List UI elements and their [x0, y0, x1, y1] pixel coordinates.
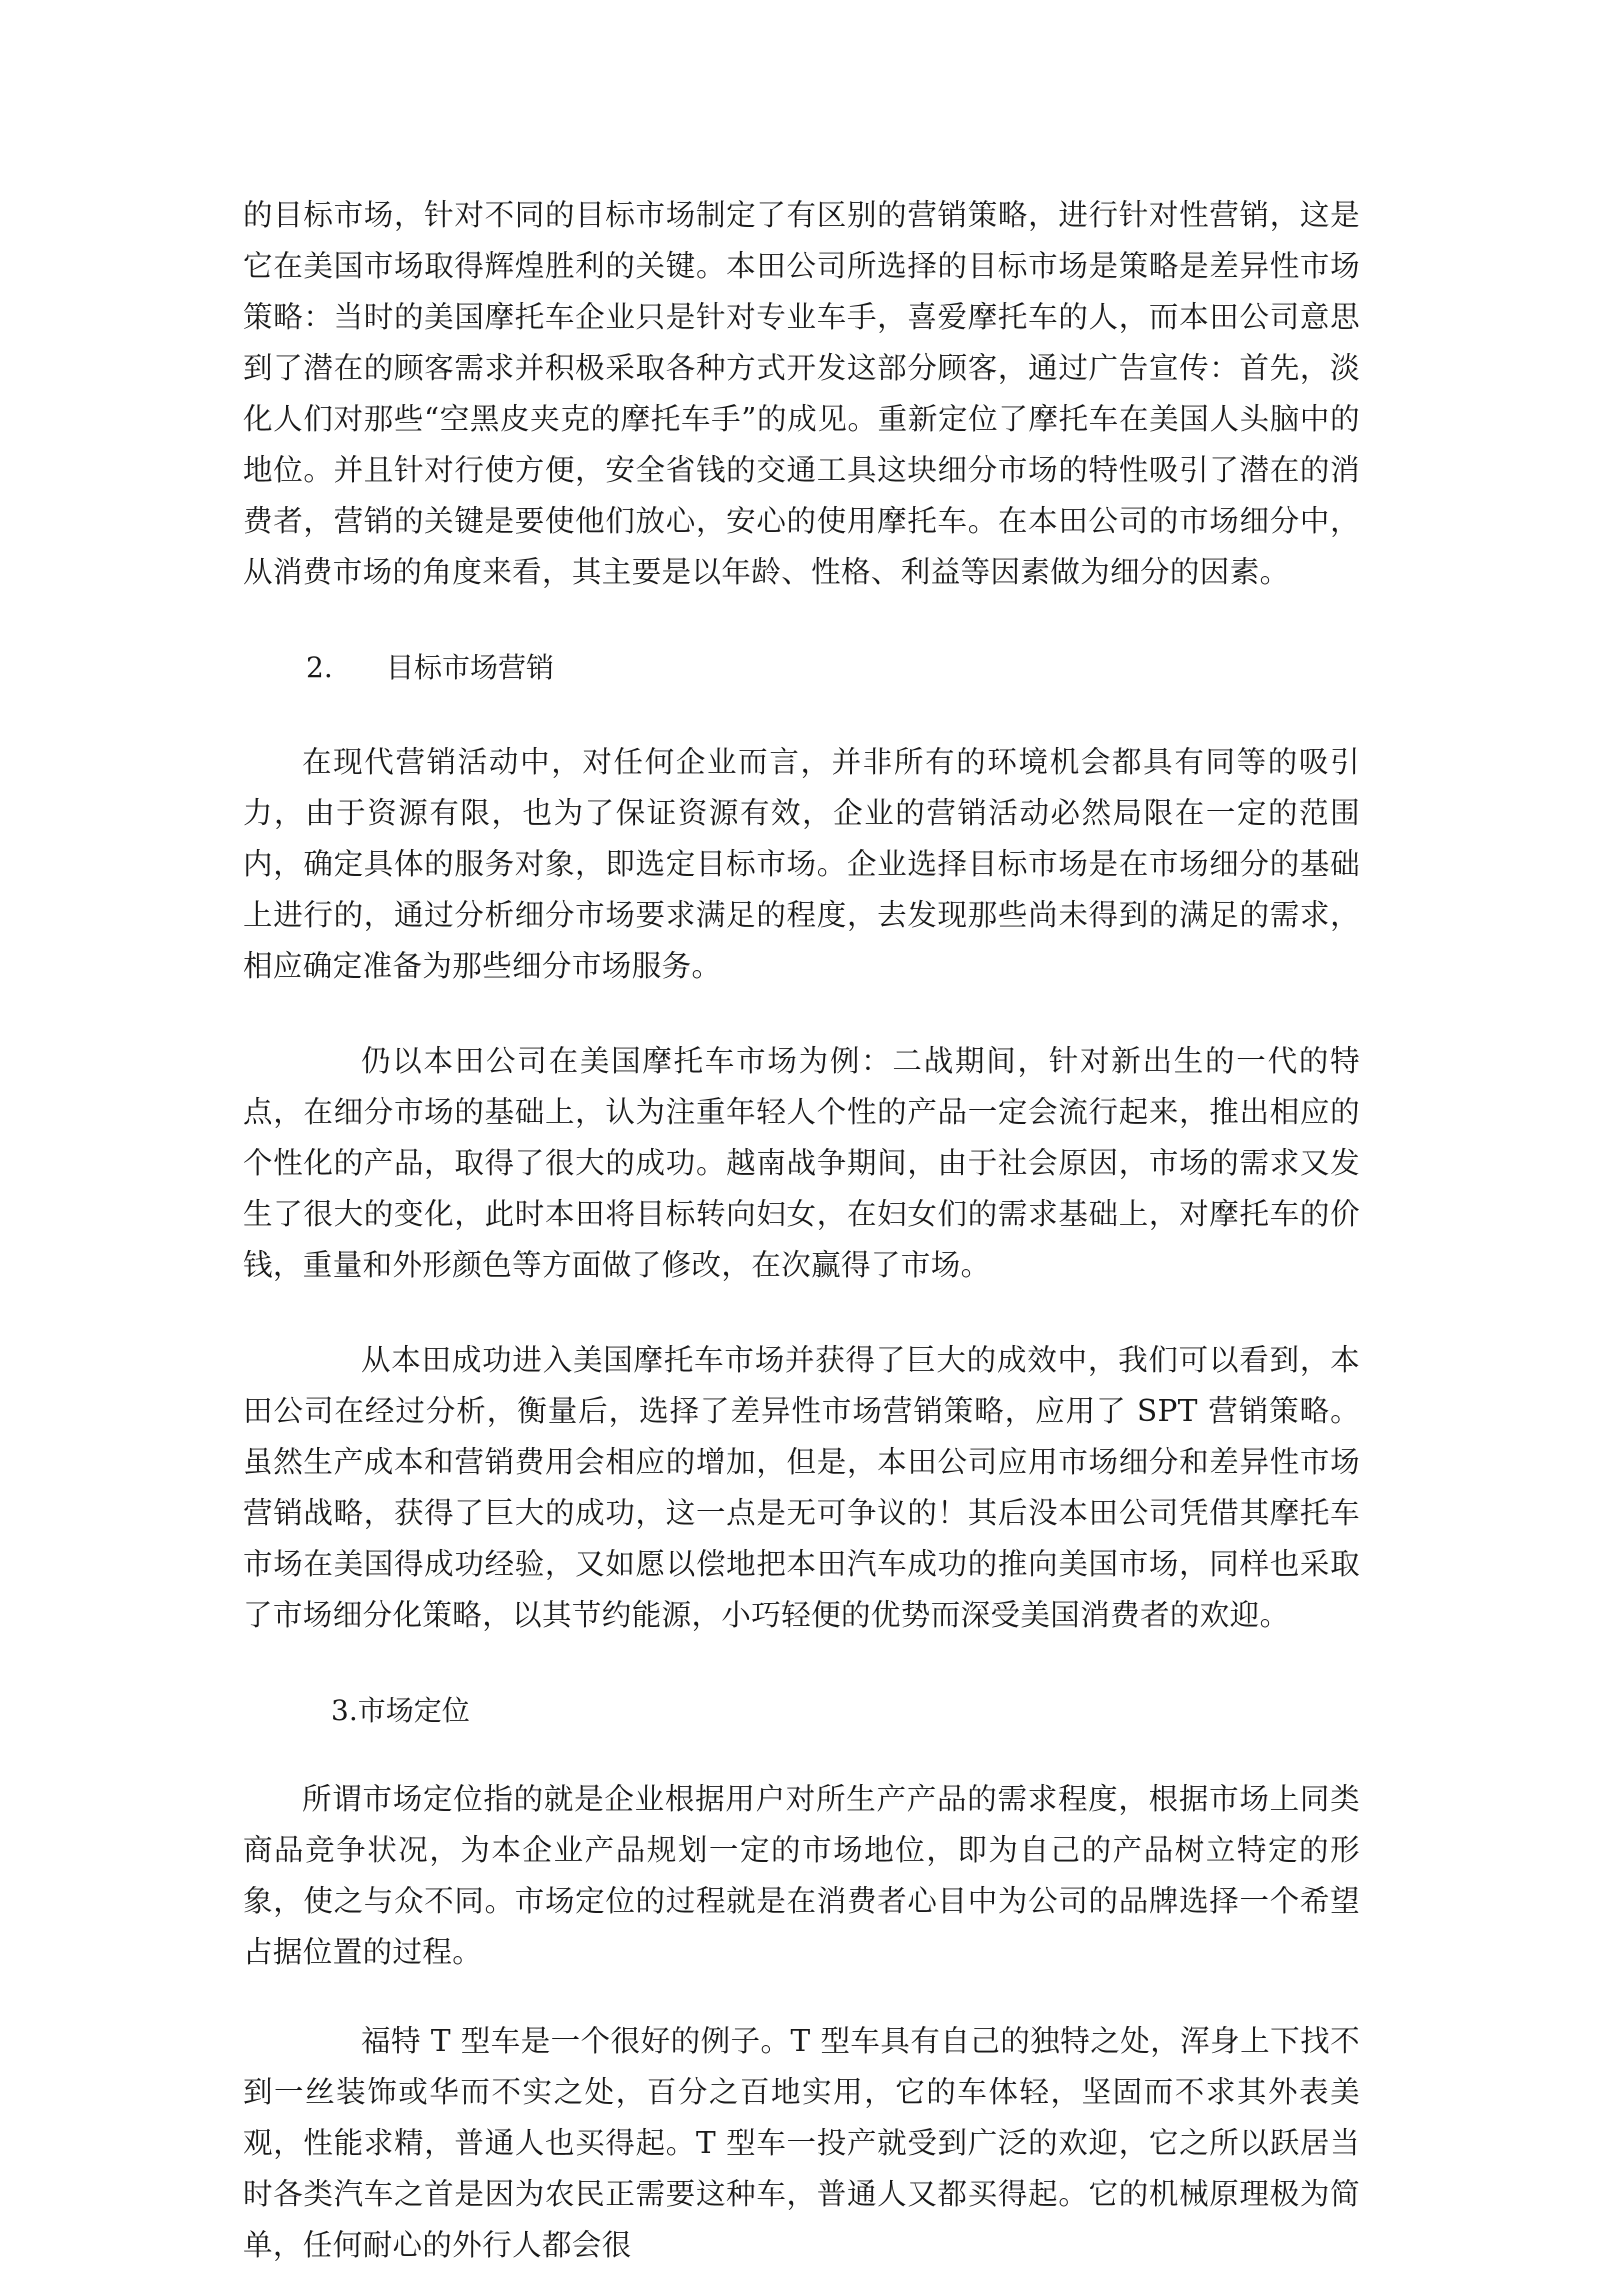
paragraph-honda-success: 从本田成功进入美国摩托车市场并获得了巨大的成效中，我们可以看到，本田公司在经过分析，衡量后，选择了差异性市场营销策略，应用了 SPT 营销策略。虽然生产成本和营销费用会相应的增加，但是，本田公司应用市场细分和差异性市场营销战略，获得了巨大的成功，这一点是无可争议的！其后没本田公司凭借其摩托车市场在美国得成功经验，又如愿以偿地把本田汽车成功的推向美国市场，同样也采取了市场细分化策略，以其节约能源，小巧轻便的优势而深受美国消费者的欢迎。	[243, 1343, 1360, 1632]
section-heading-positioning: 3.市场定位	[331, 1694, 470, 1727]
paragraph-segmentation-strategy: 的目标市场，针对不同的目标市场制定了有区别的营销策略，进行针对性营销，这是它在美国市场取得辉煌胜利的关键。本田公司所选择的目标市场是策略是差异性市场策略：当时的美国摩托车企业只是针对专业车手，喜爱摩托车的人，而本田公司意思到了潜在的顾客需求并积极采取各种方式开发这部分顾客，通过广告宣传：首先，淡化人们对那些“空黑皮夹克的摩托车手”的成见。重新定位了摩托车在美国人头脑中的地位。并且针对行使方便，安全省钱的交通工具这块细分市场的特性吸引了潜在的消费者，营销的关键是要使他们放心，安心的使用摩托车。在本田公司的市场细分中，从消费市场的角度来看，其主要是以年龄、性格、利益等因素做为细分的因素。	[243, 198, 1360, 589]
document-page	[243, 190, 1360, 2271]
section-heading-target-marketing	[243, 642, 1360, 693]
section-number: 2.	[306, 651, 333, 684]
paragraph-ford-model-t: 福特 T 型车是一个很好的例子。T 型车具有自己的独特之处，浑身上下找不到一丝装饰或华而不实之处，百分之百地实用，它的车体轻，坚固而不求其外表美观，性能求精，普通人也买得起。T 型车一投产就受到广泛的欢迎，它之所以跃居当时各类汽车之首是因为农民正需要这种车，普通人又都买得起。它的机械原理极为简单，任何耐心的外行人都会很	[243, 2024, 1360, 2262]
section-title: 目标市场营销	[386, 651, 555, 684]
paragraph-positioning-definition: 所谓市场定位指的就是企业根据用户对所生产产品的需求程度，根据市场上同类商品竞争状况，为本企业产品规划一定的市场地位，即为自己的产品树立特定的形象，使之与众不同。市场定位的过程就是在消费者心目中为公司的品牌选择一个希望占据位置的过程。	[243, 1782, 1360, 1969]
paragraph-honda-example: 仍以本田公司在美国摩托车市场为例：二战期间，针对新出生的一代的特点，在细分市场的基础上，认为注重年轻人个性的产品一定会流行起来，推出相应的个性化的产品，取得了很大的成功。越南战争期间，由于社会原因，市场的需求又发生了很大的变化，此时本田将目标转向妇女，在妇女们的需求基础上，对摩托车的价钱，重量和外形颜色等方面做了修改，在次赢得了市场。	[243, 1044, 1360, 1282]
paragraph-target-market-definition: 在现代营销活动中，对任何企业而言，并非所有的环境机会都具有同等的吸引力，由于资源有限，也为了保证资源有效，企业的营销活动必然局限在一定的范围内，确定具体的服务对象，即选定目标市场。企业选择目标市场是在市场细分的基础上进行的，通过分析细分市场要求满足的程度，去发现那些尚未得到的满足的需求，相应确定准备为那些细分市场服务。	[243, 745, 1360, 983]
